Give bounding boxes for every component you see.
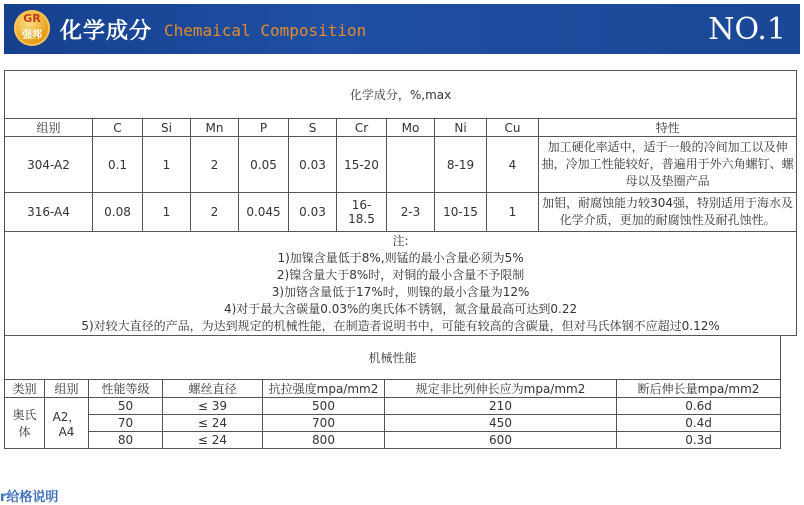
- cell-yield: 450: [385, 415, 617, 432]
- cell-mn: 2: [191, 193, 239, 232]
- note-item: 4)对于最大含碳量0.03%的奥氏体不锈钢，氮含量最高可达到0.22: [223, 301, 578, 316]
- cell-diameter: ≤ 24: [163, 415, 263, 432]
- cell-ni: 10-15: [435, 193, 487, 232]
- col-header: S: [289, 119, 337, 137]
- chemical-composition-table: [4, 70, 797, 336]
- cell-mn: 2: [191, 137, 239, 193]
- col-header: 抗拉强度mpa/mm2: [263, 380, 385, 398]
- mechanical-properties-table: [4, 335, 781, 449]
- cell-grade: 316-A4: [5, 193, 93, 232]
- col-header: Si: [143, 119, 191, 137]
- col-header: 性能等级: [89, 380, 163, 398]
- note-item: 1)加镍含量低于8%,则锰的最小含量必须为5%: [277, 250, 524, 265]
- notes-cell: [5, 232, 797, 336]
- cell-cu: 1: [487, 193, 539, 232]
- chem-table-title: 化学成分，%,max: [5, 71, 797, 119]
- col-header: 螺丝直径: [163, 380, 263, 398]
- note-item: 5)对较大直径的产品，为达到规定的机械性能，在制造者说明书中，可能有较高的含碳量，但对马氏体钢不应超过0.12%: [81, 318, 720, 333]
- cell-si: 1: [143, 193, 191, 232]
- header-banner: [4, 4, 800, 54]
- cell-ni: 8-19: [435, 137, 487, 193]
- cell-group: A2，A4: [45, 398, 89, 449]
- cell-grade: 304-A2: [5, 137, 93, 193]
- table-row: [5, 137, 797, 193]
- logo-mark: GR: [23, 12, 41, 25]
- cell-diameter: ≤ 39: [163, 398, 263, 415]
- table-row: [5, 432, 781, 449]
- col-header: Ni: [435, 119, 487, 137]
- cell-tensile: 800: [263, 432, 385, 449]
- cell-grade: 70: [89, 415, 163, 432]
- col-header: Mo: [387, 119, 435, 137]
- col-header: 类别: [5, 380, 45, 398]
- col-header: Mn: [191, 119, 239, 137]
- cell-yield: 210: [385, 398, 617, 415]
- cell-grade: 80: [89, 432, 163, 449]
- table-row: [5, 415, 781, 432]
- cell-elongation: 0.4d: [617, 415, 781, 432]
- table-row: [5, 398, 781, 415]
- cell-grade: 50: [89, 398, 163, 415]
- cell-cu: 4: [487, 137, 539, 193]
- note-item: 3)加铬含量低于17%时，则镍的最小含量为12%: [271, 284, 530, 299]
- col-header: 组别: [5, 119, 93, 137]
- cell-property: 加钼，耐腐蚀能力较304强，特别适用于海水及化学介质，更加的耐腐蚀性及耐孔蚀性。: [539, 193, 797, 232]
- col-header: C: [93, 119, 143, 137]
- col-header: 规定非比列伸长应为mpa/mm2: [385, 380, 617, 398]
- cell-c: 0.1: [93, 137, 143, 193]
- cell-cr: 15-20: [337, 137, 387, 193]
- company-logo: [14, 10, 50, 46]
- cell-property: 加工硬化率适中，适于一般的冷间加工以及伸抽，冷加工性能较好，普遍用于外六角螺钉、螺母以及垫圈产品: [539, 137, 797, 193]
- cell-s: 0.03: [289, 193, 337, 232]
- cell-elongation: 0.3d: [617, 432, 781, 449]
- section-title-cn: 化学成分: [60, 19, 153, 44]
- notes-title: 注:: [392, 233, 409, 248]
- section-title-en: Chemaical Composition: [164, 21, 367, 40]
- col-header: 特性: [539, 119, 797, 137]
- cell-elongation: 0.6d: [617, 398, 781, 415]
- col-header: 断后伸长量mpa/mm2: [617, 380, 781, 398]
- col-header: Cr: [337, 119, 387, 137]
- col-header: 组别: [45, 380, 89, 398]
- mech-table-title: 机械性能: [5, 336, 781, 380]
- cell-mo: 2-3: [387, 193, 435, 232]
- next-section-heading: r给格说明: [0, 490, 59, 505]
- logo-brand: 强邦: [22, 30, 42, 41]
- col-header: Cu: [487, 119, 539, 137]
- cell-s: 0.03: [289, 137, 337, 193]
- cell-cr: 16-18.5: [337, 193, 387, 232]
- cell-mo: [387, 137, 435, 193]
- cell-p: 0.05: [239, 137, 289, 193]
- cell-yield: 600: [385, 432, 617, 449]
- col-header: P: [239, 119, 289, 137]
- cell-category: 奥氏体: [5, 398, 45, 449]
- cell-si: 1: [143, 137, 191, 193]
- table-row: [5, 193, 797, 232]
- cell-tensile: 500: [263, 398, 385, 415]
- cell-diameter: ≤ 24: [163, 432, 263, 449]
- cell-c: 0.08: [93, 193, 143, 232]
- cell-tensile: 700: [263, 415, 385, 432]
- page-number: NO.1: [708, 12, 786, 47]
- cell-p: 0.045: [239, 193, 289, 232]
- note-item: 2)镍含量大于8%时，对铜的最小含量不予限制: [276, 267, 525, 282]
